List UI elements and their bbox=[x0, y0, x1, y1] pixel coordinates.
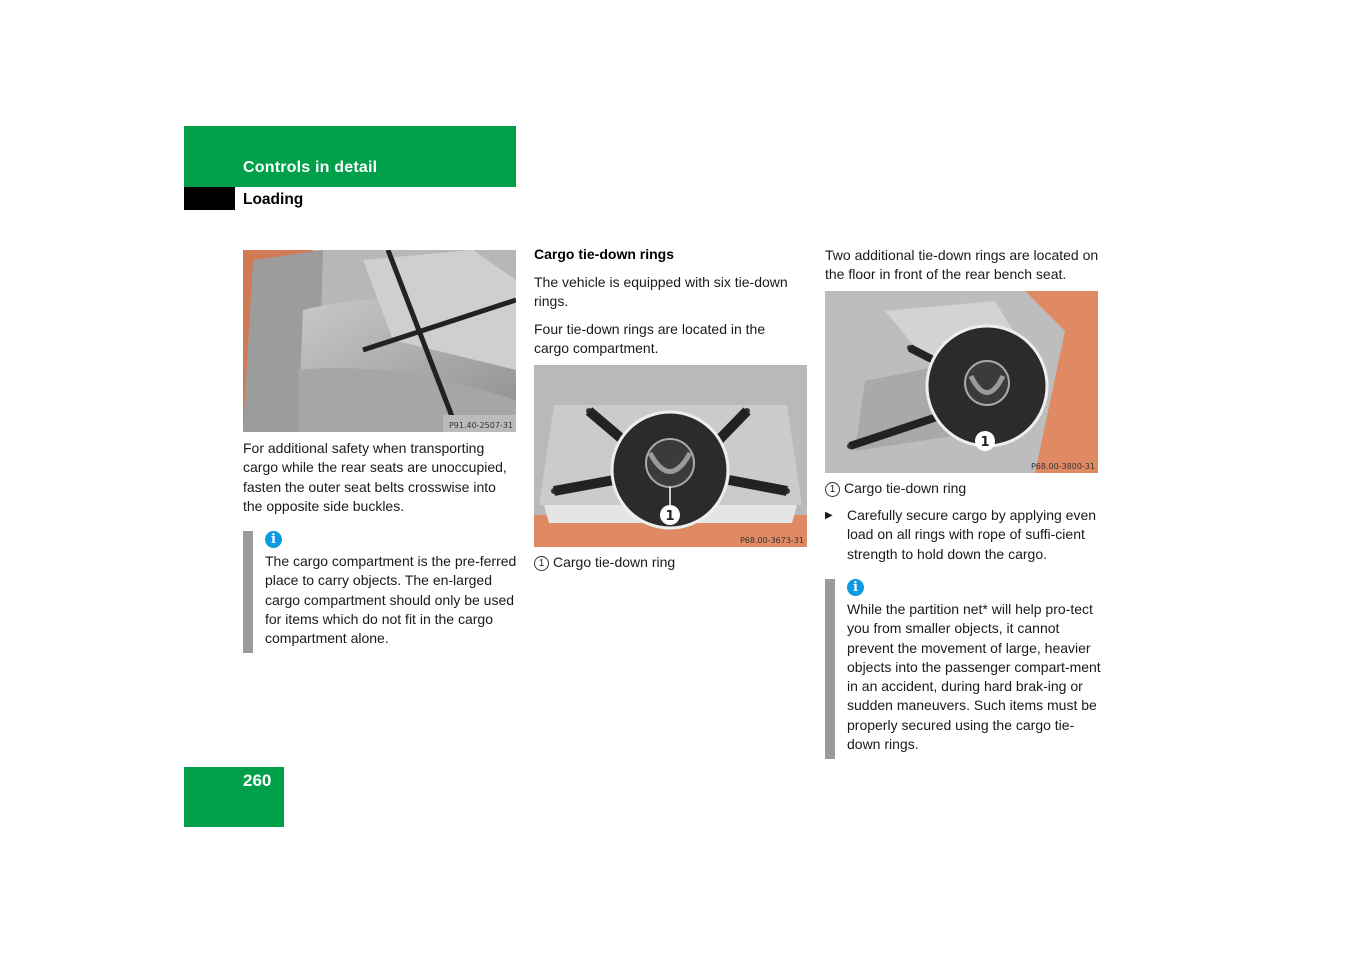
info-icon: i bbox=[265, 531, 282, 548]
rear-seat-belts-photo bbox=[243, 250, 516, 432]
floor-rings-text: Two additional tie-down rings are located on the floor in front of the rear bench seat. bbox=[825, 247, 1099, 283]
photo-code: P68.00-3673-31 bbox=[739, 536, 804, 545]
tie-down-count-text: The vehicle is equipped with six tie-down rings. bbox=[534, 274, 788, 310]
instruction-step-text: Carefully secure cargo by applying even load on all rings with rope of suffi-cient strength to hold down the cargo. bbox=[847, 507, 1097, 562]
arrow-bullet-icon: ▶ bbox=[825, 510, 833, 521]
page-number: 260 bbox=[243, 771, 272, 790]
info-note-text: The cargo compartment is the pre-ferred place to carry objects. The en-larged cargo compartment should only be used for items which do not fit in the cargo compartment alone. bbox=[265, 553, 517, 647]
info-note-text: While the partition net* will help pro-tect you from smaller objects, it cannot prevent the movement of large, heavier objects into the passenger compart-ment in an accident, during hard brak-ing or sudden maneuvers. Such items must be properly secured using the cargo tie-down rings. bbox=[847, 601, 1101, 753]
caption-number: 1 bbox=[534, 556, 549, 571]
info-note bbox=[825, 579, 1110, 759]
caption-text: Cargo tie-down ring bbox=[844, 480, 967, 496]
photo-caption bbox=[825, 479, 966, 498]
section-title: Controls in detail bbox=[243, 159, 378, 176]
cargo-tie-down-heading: Cargo tie-down rings bbox=[534, 246, 674, 262]
photo-code: P91.40-2507-31 bbox=[448, 421, 513, 430]
caption-text: Cargo tie-down ring bbox=[553, 554, 676, 570]
photo-callout-number: 1 bbox=[980, 435, 990, 450]
instruction-step bbox=[825, 506, 1105, 564]
info-icon: i bbox=[847, 579, 864, 596]
header-bar bbox=[184, 126, 516, 187]
belt-instruction-text: For additional safety when transporting cargo while the rear seats are unoccupied, fasten the outer seat belts crosswise into the opposite side buckles. bbox=[243, 440, 507, 514]
cargo-compartment-photo bbox=[534, 365, 807, 547]
header-tab-marker bbox=[184, 187, 235, 210]
photo-callout-number: 1 bbox=[665, 509, 675, 524]
subsection-title: Loading bbox=[243, 191, 304, 208]
photo-caption bbox=[534, 553, 675, 572]
info-note bbox=[243, 531, 528, 653]
photo-code: P68.00-3800-31 bbox=[1030, 462, 1095, 471]
rear-floor-photo bbox=[825, 291, 1098, 473]
cargo-rings-location-text: Four tie-down rings are located in the cargo compartment. bbox=[534, 321, 766, 357]
caption-number: 1 bbox=[825, 482, 840, 497]
